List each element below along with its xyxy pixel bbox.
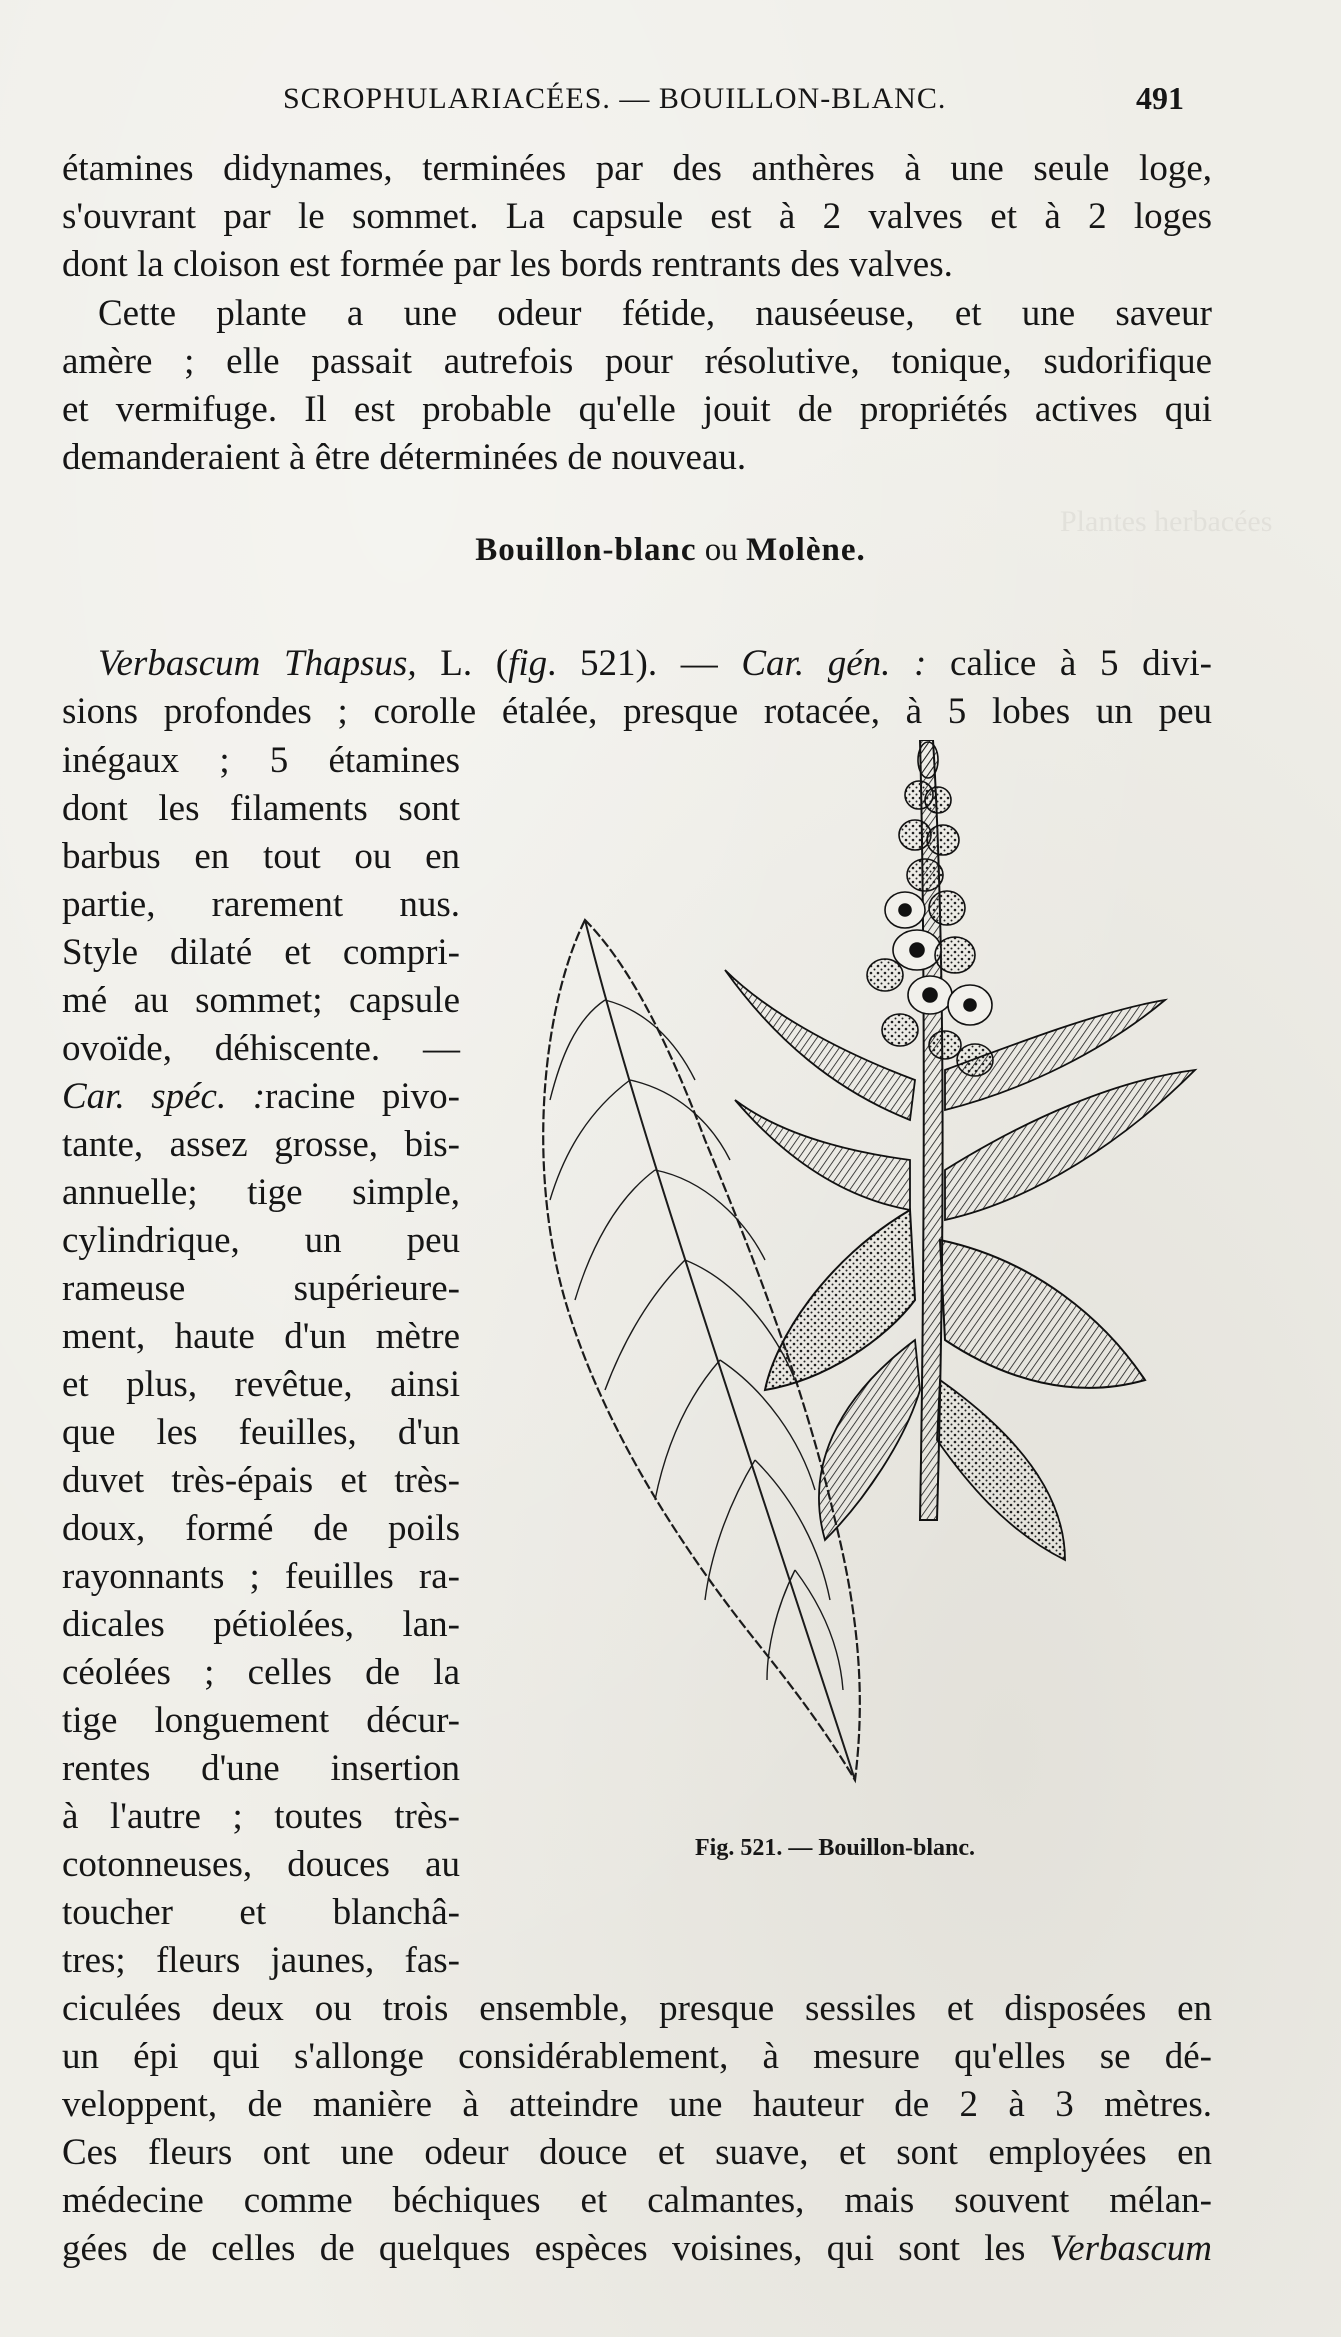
text-line: et plus, revêtue, ainsi	[62, 1364, 460, 1405]
text-line: un épi qui s'allonge considérablement, à mesure qu'elles se dé-	[62, 2036, 1212, 2077]
author: L. (	[440, 643, 509, 684]
text-line: que les feuilles, d'un	[62, 1412, 460, 1453]
text-line: duvet très-épais et très-	[62, 1460, 460, 1501]
text-line: barbus en tout ou en	[62, 836, 460, 877]
car-spec-text: racine pivo-	[265, 1076, 460, 1117]
text-line: doux, formé de poils	[62, 1508, 460, 1549]
text-line: dicales pétiolées, lan-	[62, 1604, 460, 1645]
running-head: SCROPHULARIACÉES. — BOUILLON-BLANC.	[283, 82, 947, 115]
text-line: ciculées deux ou trois ensemble, presque sessiles et disposées en	[62, 1988, 1212, 2029]
bleed-through-text: Plantes herbacées	[1060, 505, 1273, 538]
fig-num: . 521). —	[547, 643, 718, 684]
description-intro-line	[98, 640, 1212, 688]
last-line-text: gées de celles de quelques espèces voisines, qui sont les	[62, 2228, 1026, 2269]
text-line: mé au sommet; capsule	[62, 980, 460, 1021]
text-line: ovoïde, déhiscente. —	[62, 1028, 460, 1069]
last-line-italic: Verbascum	[1049, 2228, 1213, 2269]
text-line: rameuse supérieure-	[62, 1268, 460, 1309]
last-text-line	[62, 2225, 1212, 2273]
text-line: Ces fleurs ont une odeur douce et suave, et sont employées en	[62, 2132, 1212, 2173]
text-line: Style dilaté et compri-	[62, 932, 460, 973]
text-line: sions profondes ; corolle étalée, presque rotacée, à 5 lobes un peu	[62, 691, 1212, 732]
text-line: ment, haute d'un mètre	[62, 1316, 460, 1357]
text-line: annuelle; tige simple,	[62, 1172, 460, 1213]
text-line: cylindrique, un peu	[62, 1220, 460, 1261]
text-line: dont les filaments sont	[62, 788, 460, 829]
text-line: tige longuement décur-	[62, 1700, 460, 1741]
text-line: inégaux ; 5 étamines	[62, 740, 460, 781]
car-gen-text: calice à 5 divi-	[950, 643, 1212, 684]
text-line: partie, rarement nus.	[62, 884, 460, 925]
text-line: céolées ; celles de la	[62, 1652, 460, 1693]
species-name: Verbascum Thapsus,	[98, 643, 417, 684]
text-line: tante, assez grosse, bis-	[62, 1124, 460, 1165]
fig-abbr: fig	[508, 643, 548, 684]
text-line: amère ; elle passait autrefois pour résolutive, tonique, sudorifique	[62, 341, 1212, 382]
text-line: s'ouvrant par le sommet. La capsule est à 2 valves et à 2 loges	[62, 196, 1212, 237]
car-gen-label: Car. gén. :	[741, 643, 927, 684]
text-line: et vermifuge. Il est probable qu'elle jouit de propriétés actives qui	[62, 389, 1212, 430]
verbascum-plant-icon	[505, 740, 1215, 1830]
text-line: à l'autre ; toutes très-	[62, 1796, 460, 1837]
figure-caption: Fig. 521. — Bouillon-blanc.	[695, 1835, 976, 1861]
text-line: cotonneuses, douces au	[62, 1844, 460, 1885]
text-line: médecine comme béchiques et calmantes, mais souvent mélan-	[62, 2180, 1212, 2221]
text-line: rentes d'une insertion	[62, 1748, 460, 1789]
page-number: 491	[1136, 80, 1184, 116]
car-spec-line	[62, 1073, 460, 1121]
text-line: toucher et blanchâ-	[62, 1892, 460, 1933]
car-spec-label: Car. spéc. :	[62, 1076, 266, 1117]
text-line: veloppent, de manière à atteindre une hauteur de 2 à 3 mètres.	[62, 2084, 1212, 2125]
text-line: tres; fleurs jaunes, fas-	[62, 1940, 460, 1981]
text-line: rayonnants ; feuilles ra-	[62, 1556, 460, 1597]
heading-part2: Molène.	[746, 532, 866, 568]
section-heading	[0, 532, 1341, 569]
text-line: demanderaient à être déterminées de nouveau.	[62, 437, 747, 478]
heading-part1: Bouillon-blanc	[475, 532, 697, 568]
text-line: Cette plante a une odeur fétide, nauséeuse, et une saveur	[98, 293, 1212, 334]
heading-connector: ou	[704, 532, 738, 568]
text-line: étamines didynames, terminées par des anthères à une seule loge,	[62, 148, 1212, 189]
text-line: dont la cloison est formée par les bords rentrants des valves.	[62, 244, 953, 285]
